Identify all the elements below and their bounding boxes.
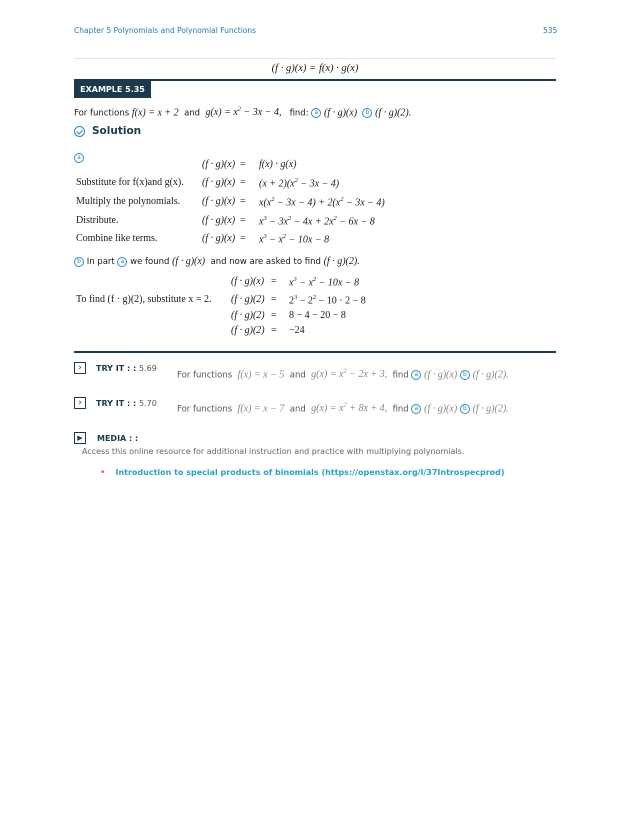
b-step-rhs: $2^3 - 2^2 - 10 \cdot 2 - 8$ (289, 294, 366, 307)
g-definition-b: − 3x − 4, (241, 107, 282, 119)
part-b-intro: b In part a we found (f · g)(x) and now are asked to find (f · g)(2). (74, 256, 360, 267)
step-eq: = (240, 215, 246, 226)
step-lhs: (f · g)(x) (202, 196, 236, 207)
step-rhs: $x^3 - 3x^2 - 4x + 2x^2 - 6x - 8$ (259, 215, 375, 228)
step-label: Multiply the polynomials. (76, 196, 181, 207)
media-link-item (100, 460, 505, 479)
solution-title: Solution (92, 125, 142, 137)
g-exponent: 2 (237, 106, 242, 113)
b-step-lhs: (f · g)(2) (231, 294, 265, 305)
example-bottom-rule (74, 351, 556, 353)
b-step-eq: = (271, 310, 277, 321)
part-b-marker-icon: b (362, 108, 372, 118)
check-icon (74, 126, 85, 137)
chapter-header: Chapter 5 Polynomials and Polynomial Functions (74, 26, 257, 35)
product-formula (74, 58, 556, 79)
step-lhs: (f · g)(x) (202, 177, 236, 188)
try-it-label: TRY IT : : 5.70 (96, 399, 157, 408)
formula-rhs: f(x) · g(x) (318, 63, 359, 74)
part-b-marker-icon: b (460, 370, 470, 380)
media-link[interactable]: Introduction to special products of binomials (https://openstax.org/l/37Introspecprod) (115, 468, 505, 477)
prompt-and: and (184, 108, 201, 119)
part-a-marker-icon: a (311, 108, 321, 118)
step-rhs: $(x + 2)(x^2 - 3x - 4)$ (259, 177, 340, 190)
b-step-lhs: (f · g)(2) (231, 325, 265, 336)
step-lhs: (f · g)(x) (202, 215, 236, 226)
try-it-expand-button[interactable]: › (74, 362, 86, 374)
bullet-icon: • (100, 468, 106, 478)
solution-part-a-icon: a (74, 153, 84, 163)
part-a-marker-icon: a (411, 370, 421, 380)
page-number: 535 (543, 26, 558, 35)
media-play-button[interactable]: ▶ (74, 432, 86, 444)
b-step-eq: = (271, 325, 277, 336)
prompt-intro: For functions (74, 108, 130, 119)
example-prompt (74, 106, 411, 118)
step-eq: = (240, 196, 246, 207)
try-it-problem: For functions f(x) = x − 7 and $g(x) = x^2 + 8x + 4$, find a (f · g)(x) b (f · g)(2). (177, 402, 509, 415)
step-rhs: $x(x^2 - 3x - 4) + 2(x^2 - 3x - 4)$ (259, 196, 385, 209)
b-step-lhs: (f · g)(2) (231, 310, 265, 321)
step-label: Substitute for f(x)and g(x). (76, 177, 184, 188)
step-eq: = (240, 159, 246, 170)
part-a-expr: (f · g)(x) (323, 107, 358, 119)
step-rhs: $x^3 - x^2 - 10x - 8$ (259, 233, 330, 246)
step-rhs: f(x) · g(x) (259, 159, 297, 170)
try-it-expand-button[interactable]: › (74, 397, 86, 409)
step-lhs: (f · g)(x) (202, 159, 236, 170)
step-eq: = (240, 177, 246, 188)
b-step-eq: = (271, 276, 277, 287)
step-label: Distribute. (76, 215, 119, 226)
try-it-problem: For functions f(x) = x − 5 and $g(x) = x^2 - 2x + 3$, find a (f · g)(x) b (f · g)(2). (177, 368, 509, 381)
solution-part-b-icon: b (74, 257, 84, 267)
step-label: Combine like terms. (76, 233, 158, 244)
example-tag: EXAMPLE 5.35 (74, 81, 151, 98)
media-description: Access this online resource for additional instruction and practice with multiplying polynomials. (82, 447, 465, 456)
part-a-marker-icon: a (411, 404, 421, 414)
b-step-lhs: (f · g)(x) (231, 276, 265, 287)
b-step-rhs: $x^3 - x^2 - 10x - 8$ (289, 276, 360, 289)
g-definition-a: g(x) = x (205, 107, 238, 119)
media-label: MEDIA : : (97, 434, 139, 443)
step-lhs: (f · g)(x) (202, 233, 236, 244)
b-step-rhs: −24 (289, 325, 305, 336)
part-b-marker-icon: b (460, 404, 470, 414)
step-eq: = (240, 233, 246, 244)
part-b-expr: (f · g)(2). (375, 107, 412, 119)
prompt-find: find: (289, 108, 309, 119)
part-b-label: To find (f · g)(2), substitute x = 2. (76, 294, 212, 305)
try-it-label: TRY IT : : 5.69 (96, 364, 157, 373)
formula-eq: = (309, 63, 316, 74)
formula-lhs: (f · g)(x) (271, 63, 307, 74)
b-step-rhs: 8 − 4 − 20 − 8 (289, 310, 346, 321)
b-step-eq: = (271, 294, 277, 305)
part-a-ref-icon: a (117, 257, 127, 267)
f-definition: f(x) = x + 2 (131, 107, 179, 119)
